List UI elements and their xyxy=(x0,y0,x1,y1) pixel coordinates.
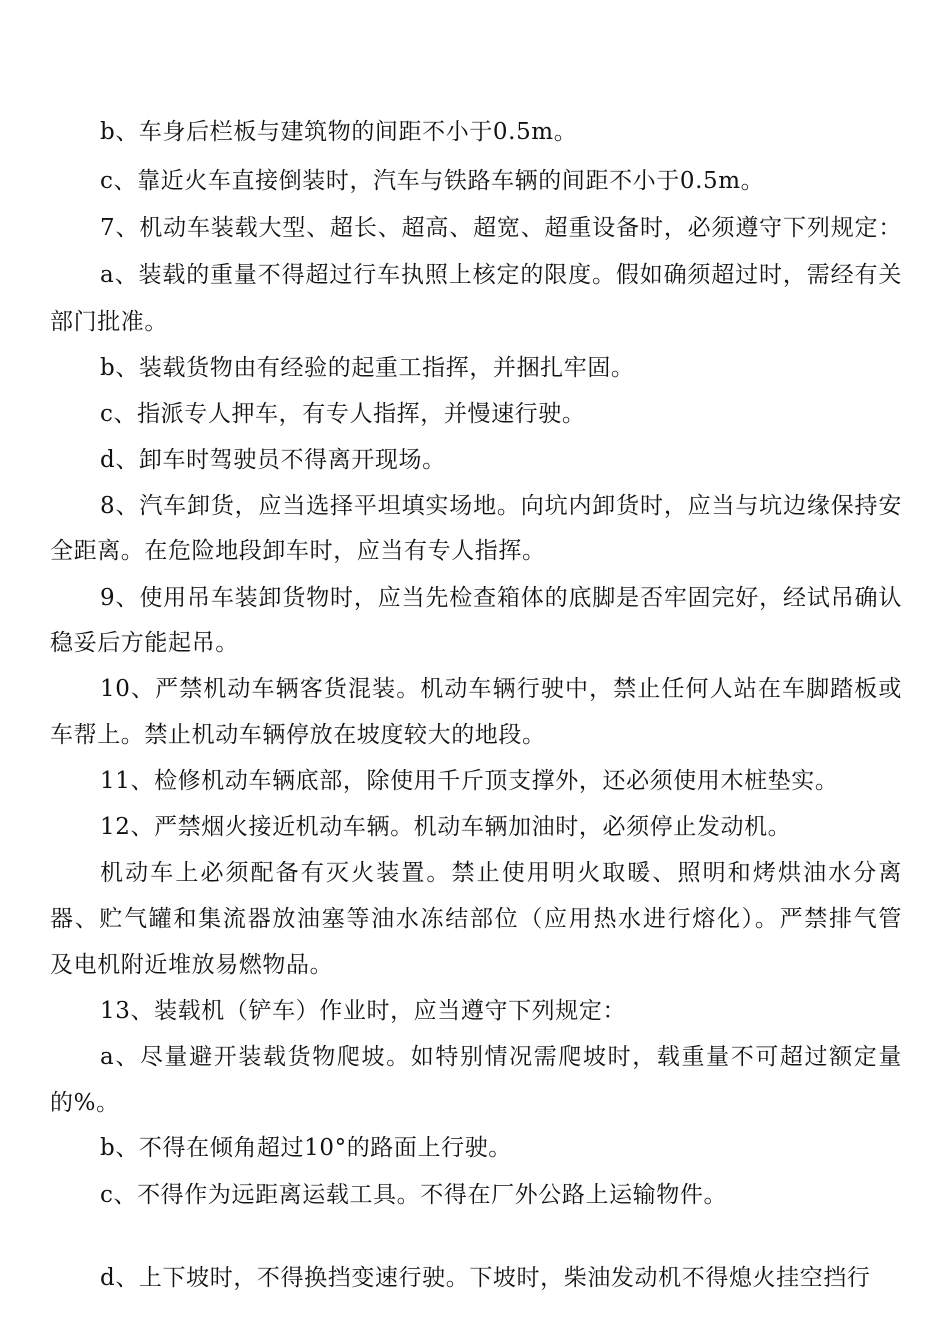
paragraph-line: 车帮上。禁止机动车辆停放在坡度较大的地段。 xyxy=(50,722,546,748)
paragraph-line: 稳妥后方能起吊。 xyxy=(50,630,239,656)
paragraph-line: 及电机附近堆放易燃物品。 xyxy=(50,952,334,978)
paragraph-line: d、卸车时驾驶员不得离开现场。 xyxy=(100,447,446,473)
paragraph-line: c、靠近火车直接倒装时，汽车与铁路车辆的间距不小于0.5m。 xyxy=(100,168,765,194)
paragraph-line: 机动车上必须配备有灭火装置。禁止使用明火取暖、照明和烤烘油水分离 xyxy=(100,860,902,886)
paragraph-line: 9、使用吊车装卸货物时，应当先检查箱体的底脚是否牢固完好，经试吊确认 xyxy=(100,585,902,611)
paragraph-line: 器、贮气罐和集流器放油塞等油水冻结部位（应用热水进行熔化）。严禁排气管 xyxy=(50,906,902,932)
paragraph-line: 12、严禁烟火接近机动车辆。机动车辆加油时，必须停止发动机。 xyxy=(100,814,792,840)
paragraph-line: a、装载的重量不得超过行车执照上核定的限度。假如确须超过时，需经有关 xyxy=(100,262,902,288)
paragraph-line: a、尽量避开装载货物爬坡。如特别情况需爬坡时，载重量不可超过额定量 xyxy=(100,1044,902,1070)
paragraph-line: c、指派专人押车，有专人指挥，并慢速行驶。 xyxy=(100,401,586,427)
paragraph-line: 10、严禁机动车辆客货混装。机动车辆行驶中，禁止任何人站在车脚踏板或 xyxy=(100,676,902,702)
paragraph-line: 的%。 xyxy=(50,1090,120,1116)
paragraph-line: c、不得作为远距离运载工具。不得在厂外公路上运输物件。 xyxy=(100,1182,728,1208)
paragraph-line: 全距离。在危险地段卸车时，应当有专人指挥。 xyxy=(50,538,546,564)
paragraph-line: b、不得在倾角超过10°的路面上行驶。 xyxy=(100,1135,512,1161)
paragraph-line: 部门批准。 xyxy=(50,309,168,335)
paragraph-line: 13、装载机（铲车）作业时，应当遵守下列规定： xyxy=(100,998,627,1024)
paragraph-line: b、车身后栏板与建筑物的间距不小于0.5m。 xyxy=(100,119,578,145)
paragraph-line: b、装载货物由有经验的起重工指挥，并捆扎牢固。 xyxy=(100,355,635,381)
paragraph-line: 11、检修机动车辆底部，除使用千斤顶支撑外，还必须使用木桩垫实。 xyxy=(100,768,839,794)
paragraph-line: d、上下坡时，不得换挡变速行驶。下坡时，柴油发动机不得熄火挂空挡行 xyxy=(100,1265,871,1291)
paragraph-line: 7、机动车装载大型、超长、超高、超宽、超重设备时，必须遵守下列规定： xyxy=(100,215,902,241)
paragraph-line: 8、汽车卸货，应当选择平坦填实场地。向坑内卸货时，应当与坑边缘保持安 xyxy=(100,493,902,519)
